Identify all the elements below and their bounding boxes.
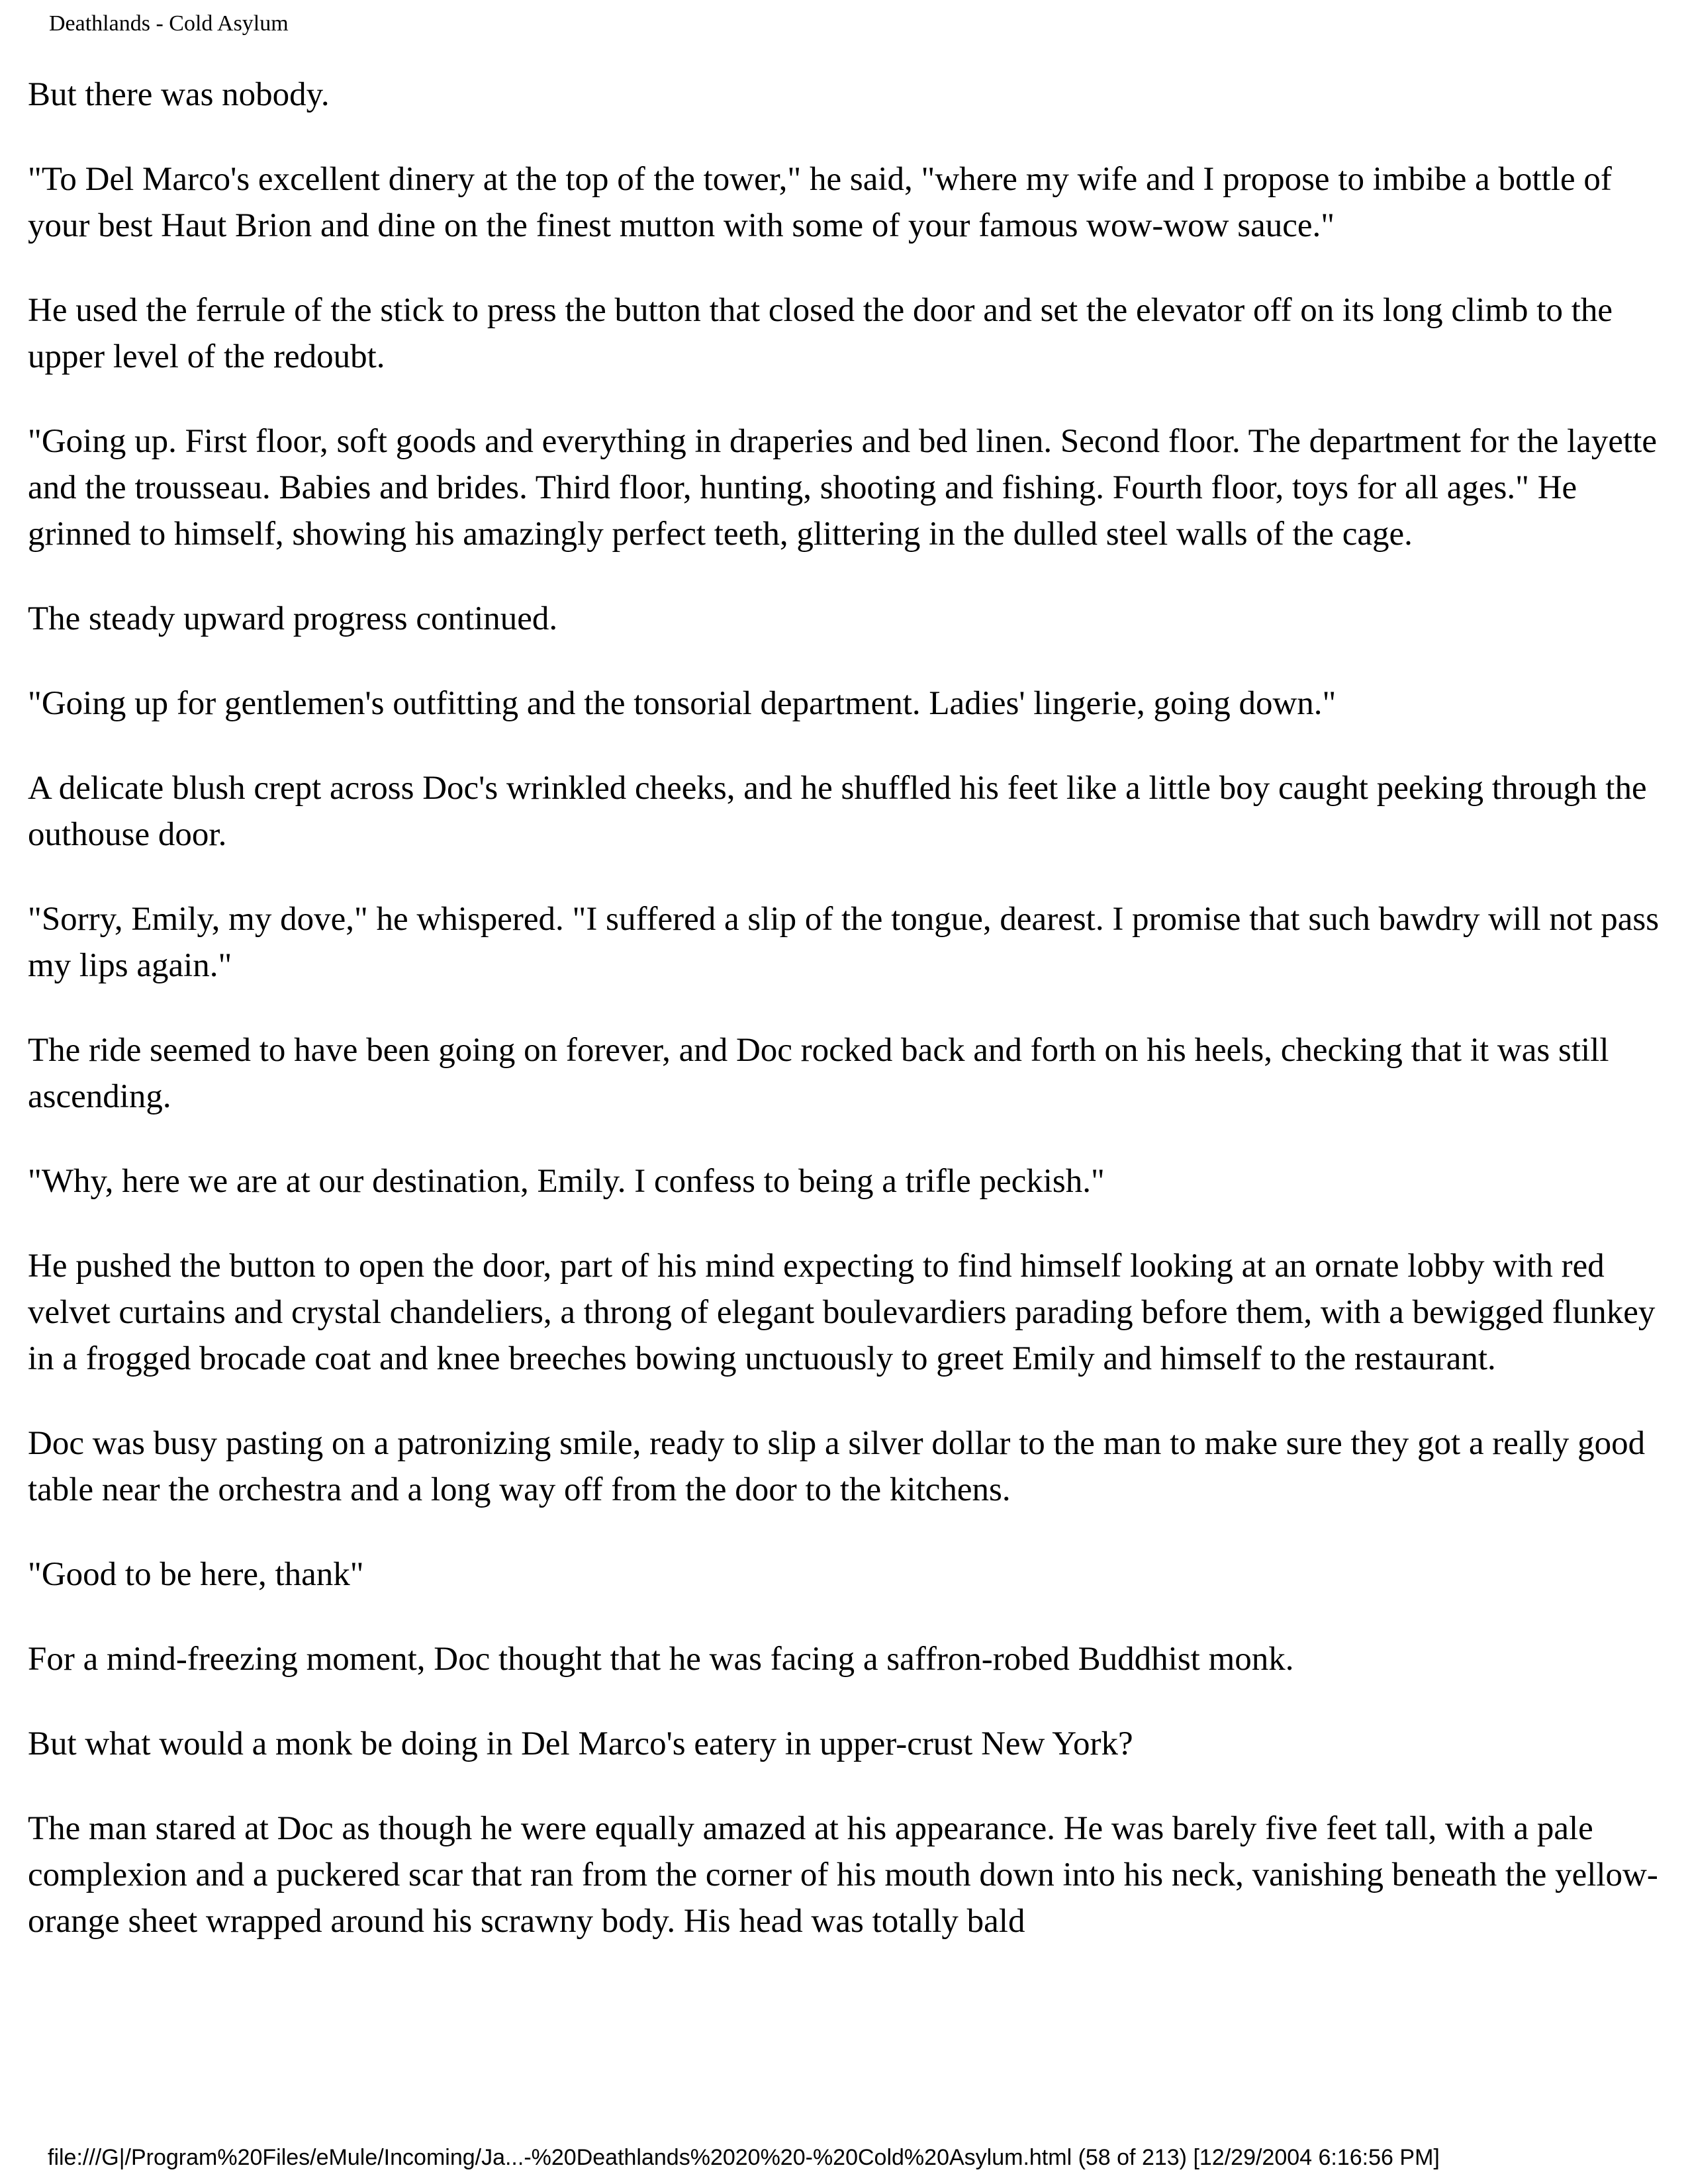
paragraph: The man stared at Doc as though he were equally amazed at his appearance. He was barely five feet tall, with a pale complexion and a puckered scar that ran from the corner of his mouth down into his neck, vanishing beneath the yellow-orange sheet wrapped around his scrawny body. His head was totally bald [28, 1810, 1658, 1940]
paragraph: Doc was busy pasting on a patronizing smile, ready to slip a silver dollar to the man to make sure they got a really good table near the orchestra and a long way off from the door to the kitchens. [28, 1425, 1646, 1508]
paragraph: He pushed the button to open the door, part of his mind expecting to find himself looking at an ornate lobby with red velvet curtains and crystal chandeliers, a throng of elegant boulevardiers parading before them, with a bewigged flunkey in a frogged brocade coat and knee breeches bowing unctuously to greet Emily and himself to the restaurant. [28, 1248, 1656, 1377]
paragraph: "Sorry, Emily, my dove," he whispered. "I suffered a slip of the tongue, dearest. I promise that such bawdry will not pass my lips again." [28, 901, 1660, 984]
paragraph: The ride seemed to have been going on forever, and Doc rocked back and forth on his heels, checking that it was still ascending. [28, 1032, 1609, 1115]
paragraph: But there was nobody. [28, 76, 330, 113]
paragraph: He used the ferrule of the stick to press the button that closed the door and set the elevator off on its long climb to the upper level of the redoubt. [28, 292, 1613, 375]
paragraph: A delicate blush crept across Doc's wrinkled cheeks, and he shuffled his feet like a little boy caught peeking through the outhouse door. [28, 770, 1647, 853]
paragraph: "Going up for gentlemen's outfitting and the tonsorial department. Ladies' lingerie, going down." [28, 685, 1336, 722]
paragraph: "To Del Marco's excellent dinery at the top of the tower," he said, "where my wife and I propose to imbibe a bottle of your best Haut Brion and dine on the finest mutton with some of your famous wow-wow sauce." [28, 161, 1612, 244]
page-footer-file-path: file:///G|/Program%20Files/eMule/Incoming/Ja...-%20Deathlands%2020%20-%20Cold%20Asylum.html (58 of 213) [12/29/2004 6:16:56 PM] [48, 2145, 1440, 2170]
paragraph: For a mind-freezing moment, Doc thought that he was facing a saffron-robed Buddhist monk. [28, 1641, 1294, 1678]
paragraph: "Going up. First floor, soft goods and everything in draperies and bed linen. Second floor. The department for the layette and the trousseau. Babies and brides. Third floor, hunting, shooting and fishing. Fourth floor, toys for all ages." He grinned to himself, showing his amazingly perfect teeth, glittering in the dulled steel walls of the cage. [28, 423, 1657, 553]
document-body [28, 71, 1660, 1983]
paragraph: The steady upward progress continued. [28, 600, 558, 637]
paragraph: "Why, here we are at our destination, Emily. I confess to being a trifle peckish." [28, 1163, 1105, 1200]
paragraph: But what would a monk be doing in Del Marco's eatery in upper-crust New York? [28, 1725, 1133, 1762]
paragraph: "Good to be here, thank" [28, 1556, 364, 1593]
page-header-title: Deathlands - Cold Asylum [49, 11, 289, 36]
